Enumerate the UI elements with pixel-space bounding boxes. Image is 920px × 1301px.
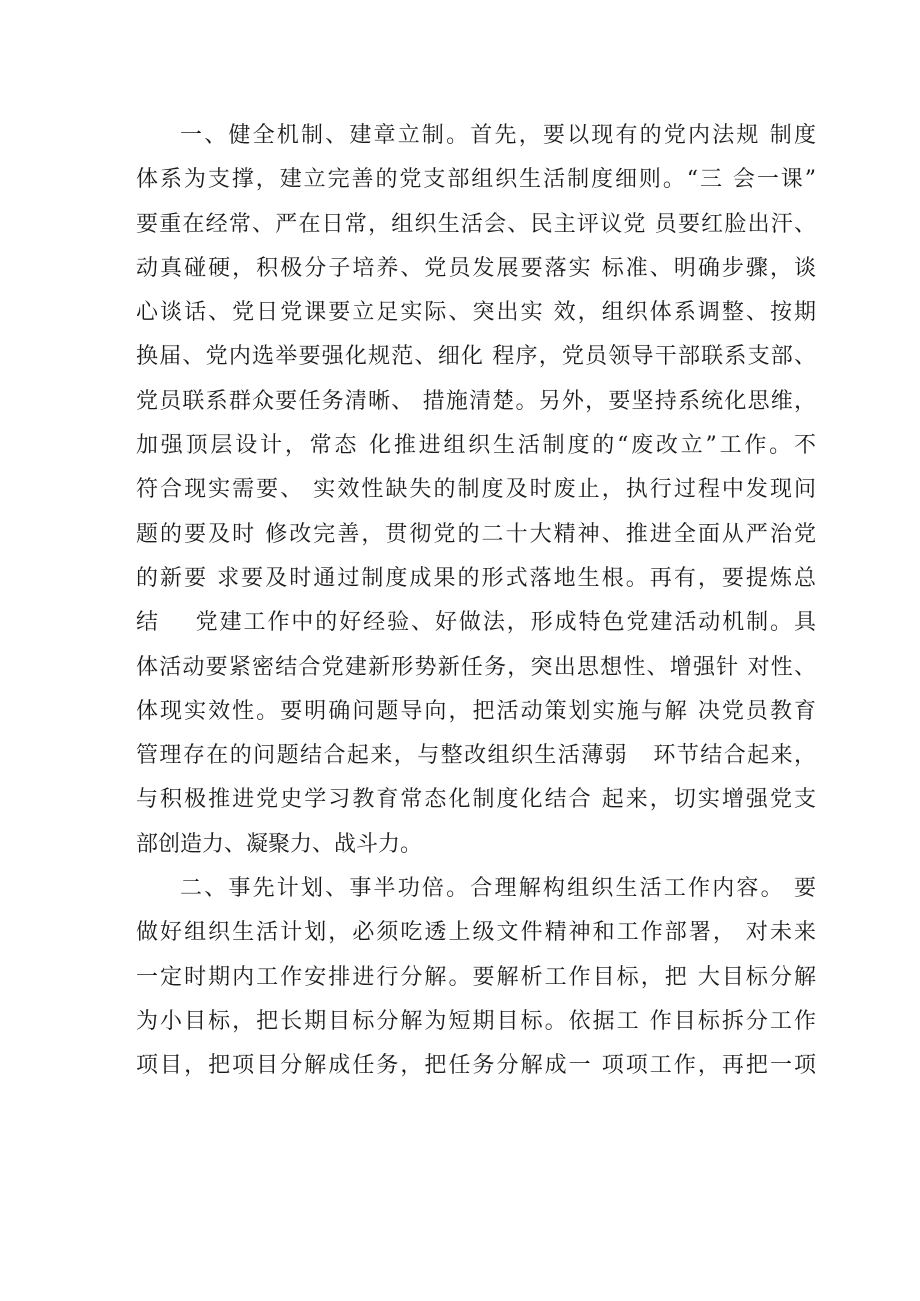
text-line: 动真碰硬，积极分子培养、党员发展要落实 标准、明确步骤，谈	[136, 255, 816, 281]
text-line: 题的要及时 修改完善，贯彻党的二十大精神、推进全面从严治党	[136, 521, 816, 547]
paragraph-2	[136, 867, 816, 1088]
text-line: 为小目标，把长期目标分解为短期目标。依据工 作目标拆分工作	[136, 1008, 816, 1034]
text-line: 体系为支撑，建立完善的党支部组织生活制度细则。“三 会一课”	[136, 167, 816, 193]
text-line: 二、事先计划、事半功倍。合理解构组织生活工作内容。 要	[180, 876, 816, 902]
text-line: 部创造力、凝聚力、战斗力。	[136, 831, 423, 857]
text-line: 加强顶层设计，常态 化推进组织生活制度的“废改立”工作。不	[136, 433, 816, 459]
text-line: 的新要 求要及时通过制度成果的形式落地生根。再有，要提炼总	[136, 565, 816, 591]
text-line: 结 党建工作中的好经验、好做法，形成特色党建活动机制。具	[136, 610, 816, 636]
text-line: 党员联系群众要任务清晰、 措施清楚。另外，要坚持系统化思维，	[136, 388, 816, 414]
text-line: 一、健全机制、建章立制。首先，要以现有的党内法规 制度	[180, 123, 816, 148]
text-line: 一定时期内工作安排进行分解。要解析工作目标，把 大目标分解	[136, 964, 816, 990]
text-line: 符合现实需要、 实效性缺失的制度及时废止，执行过程中发现问	[136, 477, 816, 503]
text-line: 与积极推进党史学习教育常态化制度化结合 起来，切实增强党支	[136, 787, 816, 813]
text-line: 换届、党内选举要强化规范、细化 程序，党员领导干部联系支部、	[136, 344, 816, 370]
document-body	[136, 114, 816, 1089]
text-line: 心谈话、党日党课要立足实际、突出实 效，组织体系调整、按期	[136, 300, 816, 326]
paragraph-1	[136, 114, 816, 867]
text-line: 要重在经常、严在日常，组织生活会、民主评议党 员要红脸出汗、	[136, 211, 816, 237]
text-line: 管理存在的问题结合起来，与整改组织生活薄弱 环节结合起来，	[136, 743, 816, 769]
text-line: 体现实效性。要明确问题导向，把活动策划实施与解 决党员教育	[136, 698, 816, 724]
text-line: 体活动要紧密结合党建新形势新任务，突出思想性、增强针 对性、	[136, 654, 816, 680]
text-line: 项目，把项目分解成任务，把任务分解成一 项项工作，再把一项	[136, 1053, 816, 1079]
text-line: 做好组织生活计划，必须吃透上级文件精神和工作部署， 对未来	[136, 920, 816, 946]
